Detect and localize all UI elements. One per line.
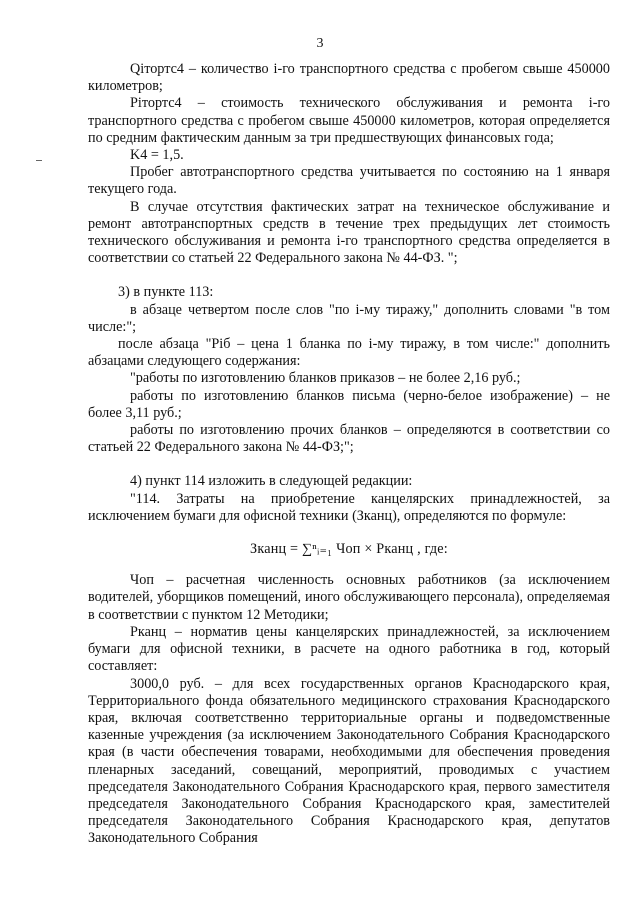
- paragraph-mileage: Пробег автотранспортного средства учитывается по состоянию на 1 января текущего года.: [88, 164, 610, 198]
- formula: Зканц = ∑ⁿᵢ₌₁ Чоп × Pканц , где:: [250, 541, 448, 558]
- paragraph-after-abzac: после абзаца "Piб – цена 1 бланка по i-му тиражу, в том числе:" дополнить абзацами следующего содержания:: [88, 336, 610, 370]
- paragraph-item-3: 3) в пункте 113:: [118, 284, 214, 301]
- paragraph-p4: Piтортс4 – стоимость технического обслуживания и ремонта i-го транспортного средства с пробегом свыше 450000 километров, которая определяется по средним фактическим данным за три предшествующих финансовых года;: [88, 95, 610, 146]
- paragraph-chop: Чоп – расчетная численность основных работников (за исключением водителей, уборщиков помещений, иного обслуживающего персонала), определяемая в соответствии с пунктом 12 Методики;: [88, 572, 610, 623]
- paragraph-abzac-4: в абзаце четвертом после слов "по i-му тиражу," дополнить словами "в том числе:";: [88, 301, 610, 335]
- paragraph-k4: K4 = 1,5.: [130, 147, 184, 164]
- spacer: [88, 456, 610, 473]
- paragraph-114: "114. Затраты на приобретение канцелярских принадлежностей, за исключением бумаги для офисной техники (Зканц), определяются по формуле:: [88, 490, 610, 524]
- paragraph-blank-other: работы по изготовлению прочих бланков – определяются в соответствии со статьей 22 Федерального закона № 44-ФЗ;";: [88, 422, 610, 456]
- paragraph-blank-orders: "работы по изготовлению бланков приказов – не более 2,16 руб.;: [130, 370, 521, 387]
- paragraph-3000: 3000,0 руб. – для всех государственных органов Краснодарского края, Территориального фонда обязательного медицинского страхования Краснодарского края, включая соответственно территориальные органы и подведомственные казенные учреждения (за исключением Законодательного Собрания Краснодарского края (в части обеспечения товарами, необходимыми для обеспечения проведения пленарных заседаний, совещаний, мероприятий, проводимых с участием председателя Законодательного Собрания Краснодарского края, первого заместителя председателя Законодательного Собрания Краснодарского края, заместителей председателя Законодательного Собрания Краснодарского края, депутатов Законодательного Собрания: [88, 675, 610, 847]
- document-body: [88, 61, 610, 848]
- paragraph-q4: Qiтортс4 – количество i-го транспортного средства с пробегом свыше 450000 километров;: [88, 61, 610, 95]
- paragraph-no-costs: В случае отсутствия фактических затрат на техническое обслуживание и ремонт автотранспортных средств в течение трех предыдущих лет стоимость технического обслуживания и ремонта i-го транспортного средства определяется в соответствии со статьей 22 Федерального закона № 44-ФЗ. ";: [88, 198, 610, 267]
- page-number: 3: [316, 36, 324, 51]
- paragraph-blank-letters: работы по изготовлению бланков письма (черно-белое изображение) – не более 3,11 руб.;: [88, 387, 610, 421]
- paragraph-item-4: 4) пункт 114 изложить в следующей редакции:: [130, 473, 413, 490]
- margin-mark: [36, 160, 42, 161]
- paragraph-pkanc: Pканц – норматив цены канцелярских принадлежностей, за исключением бумаги для офисной техники, в расчете на одного работника в год, который составляет:: [88, 623, 610, 675]
- spacer: [88, 267, 610, 284]
